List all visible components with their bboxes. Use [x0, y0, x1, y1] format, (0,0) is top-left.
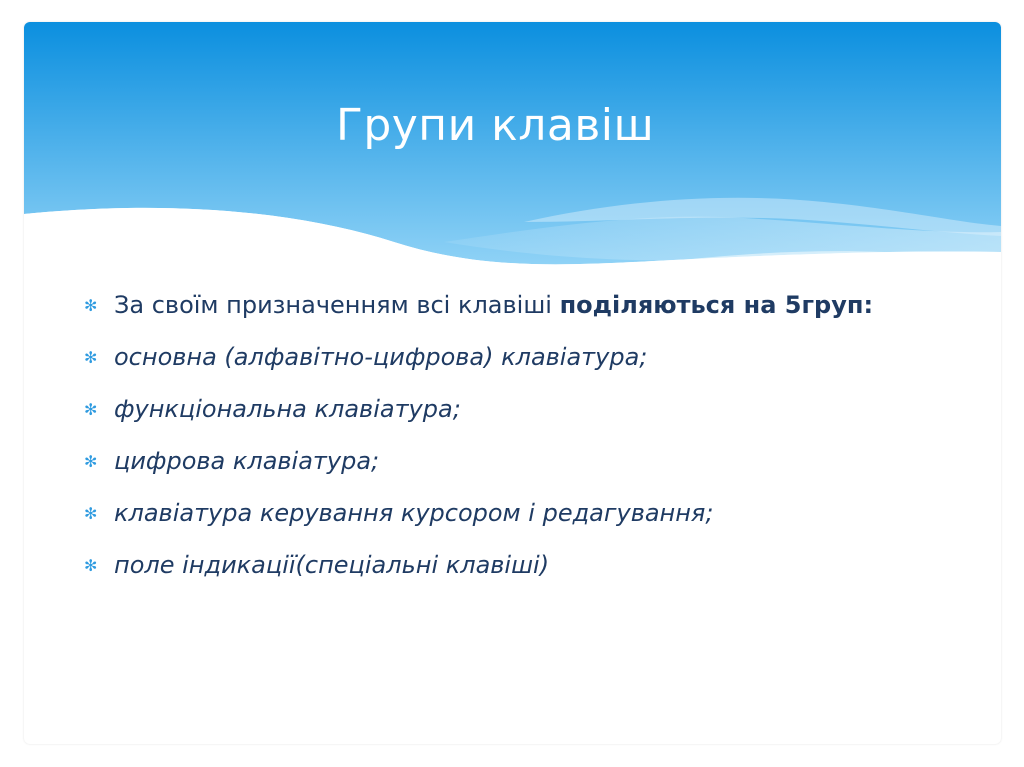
bullet-item-5 [84, 496, 904, 531]
bullet-item-1 [84, 288, 904, 323]
asterisk-bullet-icon: ✻ [84, 556, 98, 575]
bullet-text: цифрова клавіатура; [114, 447, 380, 475]
bullet-text: клавіатура керування курсором і редагування; [114, 499, 714, 527]
bullet-text-plain: За своїм призначенням всі клавіші [114, 291, 560, 319]
bullet-item-6 [84, 548, 904, 583]
asterisk-bullet-icon: ✻ [84, 296, 98, 315]
asterisk-bullet-icon: ✻ [84, 452, 98, 471]
bullet-item-4 [84, 444, 904, 479]
bullet-text-bold: поділяються на 5груп: [559, 291, 874, 319]
asterisk-bullet-icon: ✻ [84, 504, 98, 523]
asterisk-bullet-icon: ✻ [84, 348, 98, 367]
bullet-item-3 [84, 392, 904, 427]
asterisk-bullet-icon: ✻ [84, 400, 98, 419]
bullet-list [84, 288, 904, 600]
slide-title: Групи клавіш [336, 100, 655, 151]
bullet-text: функціональна клавіатура; [114, 395, 461, 423]
header-wave-background [24, 22, 1001, 302]
bullet-text: поле індикації(спеціальні клавіші) [114, 551, 550, 579]
bullet-item-2 [84, 340, 904, 375]
bullet-text: основна (алфавітно-цифрова) клавіатура; [114, 343, 648, 371]
